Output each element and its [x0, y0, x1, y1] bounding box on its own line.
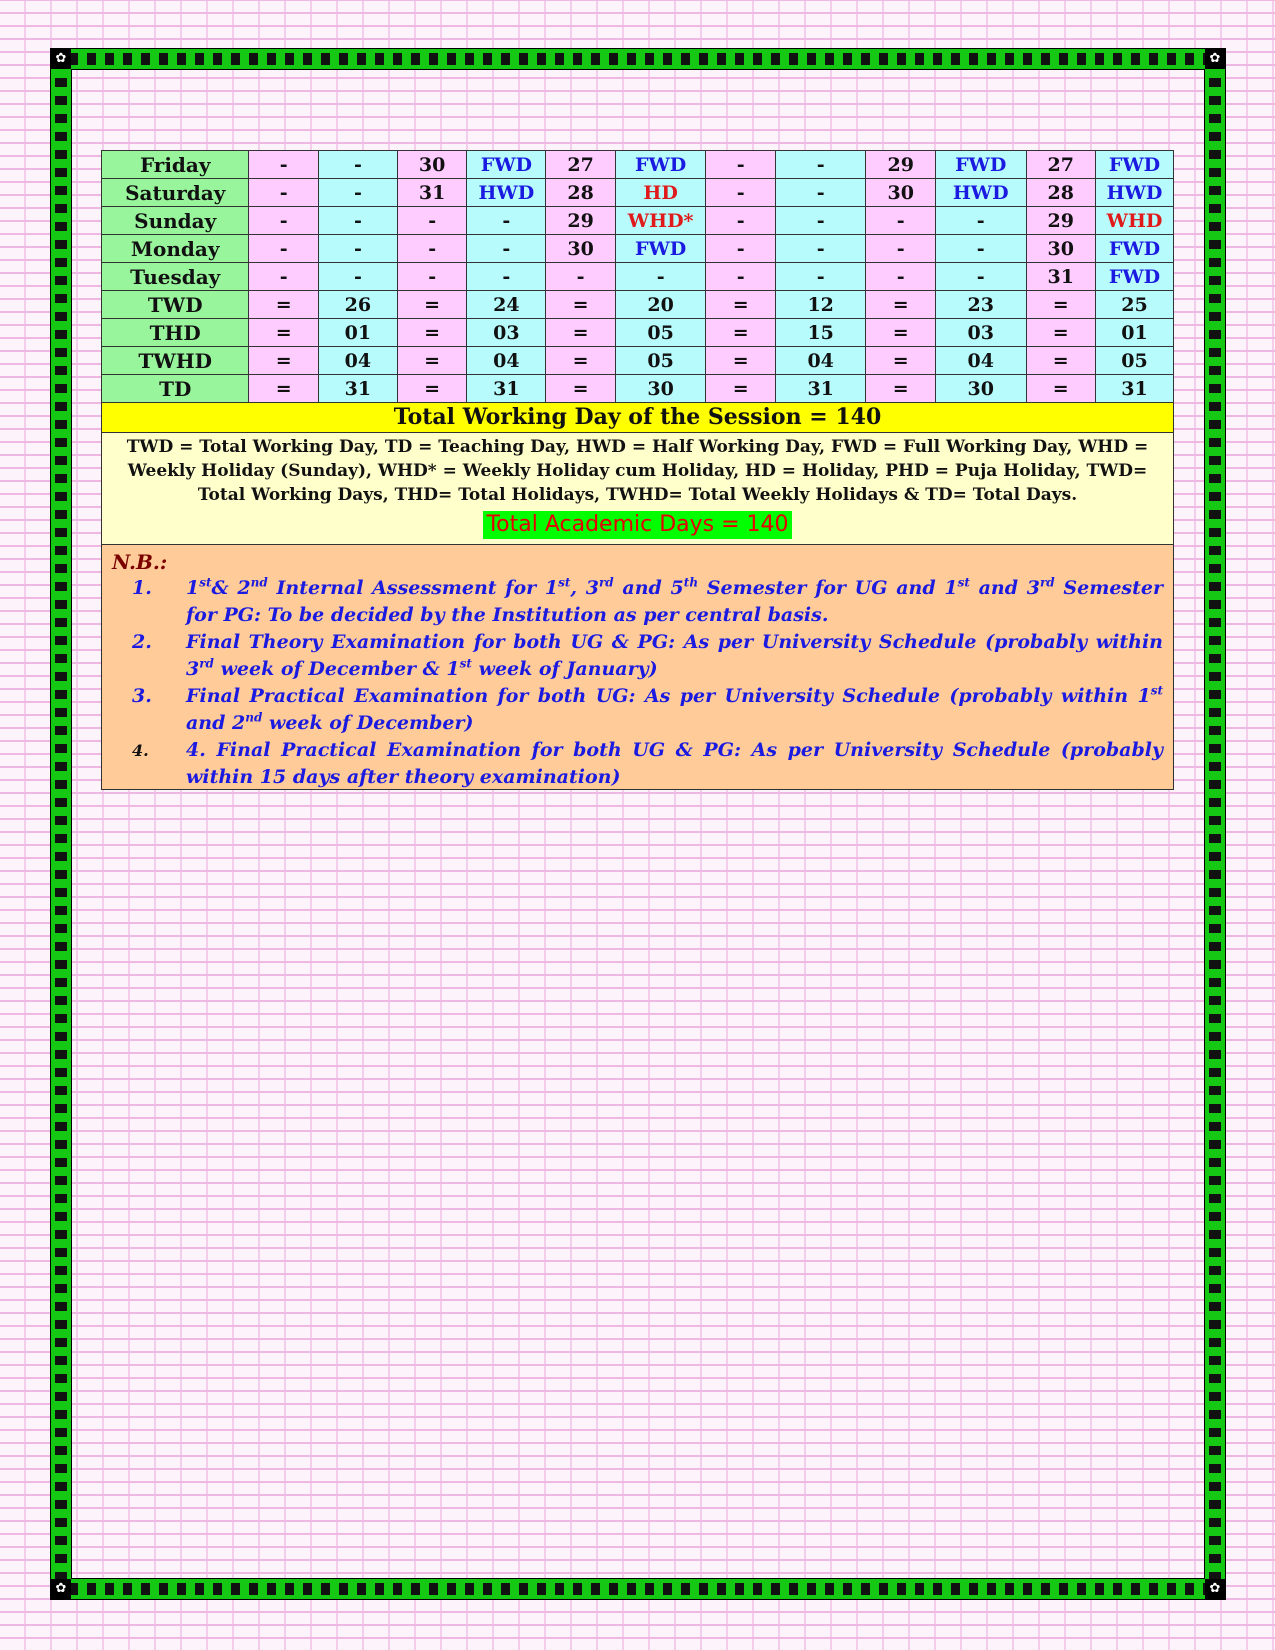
row-label: Saturday: [102, 179, 249, 207]
list-item: [112, 575, 1163, 629]
table-row: [102, 319, 1174, 347]
row-label: Tuesday: [102, 263, 249, 291]
table-cell: -: [706, 263, 776, 291]
list-item: [112, 683, 1163, 737]
list-item-text: 1st& 2nd Internal Assessment for 1st, 3rd and 5th Semester for UG and 1st and 3rd Semester for PG: To be decided by the Institution as per central basis.: [186, 575, 1163, 626]
table-cell: =: [397, 291, 467, 319]
table-row: [102, 263, 1174, 291]
table-cell: =: [249, 319, 319, 347]
table-cell: 05: [615, 347, 706, 375]
table-cell: -: [467, 235, 546, 263]
table-cell: -: [775, 263, 866, 291]
table-cell: 04: [935, 347, 1026, 375]
table-row: [102, 347, 1174, 375]
table-row: [102, 179, 1174, 207]
table-cell: -: [615, 263, 706, 291]
row-label: Friday: [102, 151, 249, 179]
table-cell: 31: [397, 179, 467, 207]
table-cell: =: [1026, 319, 1096, 347]
table-cell: 26: [318, 291, 397, 319]
table-cell: 30: [935, 375, 1026, 403]
table-cell: 31: [467, 375, 546, 403]
table-cell: -: [397, 207, 467, 235]
table-cell: 27: [546, 151, 616, 179]
border-left: [51, 49, 71, 1599]
table-cell: 29: [1026, 207, 1096, 235]
table-cell: -: [467, 207, 546, 235]
table-cell: =: [397, 375, 467, 403]
table-cell: FWD: [1096, 235, 1174, 263]
table-cell: =: [866, 319, 936, 347]
list-item-text: Final Theory Examination for both UG & PG: As per University Schedule (probably within 3rd week of December & 1st week of January): [186, 631, 1163, 680]
table-cell: 04: [467, 347, 546, 375]
table-cell: WHD: [1096, 207, 1174, 235]
total-working-days: Total Working Day of the Session = 140: [101, 403, 1174, 433]
table-row: [102, 291, 1174, 319]
table-cell: 04: [318, 347, 397, 375]
table-cell: =: [249, 347, 319, 375]
table-cell: 03: [935, 319, 1026, 347]
table-cell: 05: [1096, 347, 1174, 375]
legend-box: [101, 433, 1174, 545]
table-cell: HWD: [467, 179, 546, 207]
table-cell: 24: [467, 291, 546, 319]
row-label: TWD: [102, 291, 249, 319]
table-cell: =: [397, 347, 467, 375]
table-cell: 20: [615, 291, 706, 319]
table-cell: =: [397, 319, 467, 347]
table-cell: 01: [318, 319, 397, 347]
table-cell: -: [706, 179, 776, 207]
table-cell: 03: [467, 319, 546, 347]
table-cell: 27: [1026, 151, 1096, 179]
table-cell: -: [546, 263, 616, 291]
table-cell: =: [546, 319, 616, 347]
table-cell: -: [935, 207, 1026, 235]
row-label: TWHD: [102, 347, 249, 375]
list-item-text: Final Practical Examination for both UG: As per University Schedule (probably within 1st and 2nd week of December): [186, 683, 1163, 734]
table-cell: -: [935, 263, 1026, 291]
table-cell: 15: [775, 319, 866, 347]
table-row: [102, 207, 1174, 235]
table-cell: 31: [1026, 263, 1096, 291]
table-cell: 12: [775, 291, 866, 319]
table-cell: 30: [615, 375, 706, 403]
table-cell: -: [866, 207, 936, 235]
clover-icon: ✿: [1205, 1579, 1225, 1599]
table-cell: 25: [1096, 291, 1174, 319]
table-cell: =: [706, 347, 776, 375]
table-cell: =: [249, 375, 319, 403]
notes-list: [112, 575, 1163, 791]
table-cell: 23: [935, 291, 1026, 319]
table-cell: -: [775, 151, 866, 179]
table-row: [102, 151, 1174, 179]
table-cell: =: [546, 347, 616, 375]
table-row: [102, 375, 1174, 403]
table-cell: 30: [1026, 235, 1096, 263]
row-label: TD: [102, 375, 249, 403]
table-cell: -: [318, 151, 397, 179]
table-cell: 01: [1096, 319, 1174, 347]
notes-title: N.B.:: [112, 550, 168, 574]
table-cell: -: [249, 207, 319, 235]
total-academic-days: Total Academic Days = 140: [483, 511, 791, 539]
table-cell: =: [546, 291, 616, 319]
row-label: THD: [102, 319, 249, 347]
table-cell: -: [775, 207, 866, 235]
table-cell: HWD: [935, 179, 1026, 207]
table-cell: FWD: [615, 151, 706, 179]
table-cell: HD: [615, 179, 706, 207]
table-cell: 29: [546, 207, 616, 235]
calendar-content: [101, 150, 1174, 790]
border-right: [1205, 49, 1225, 1599]
list-item-number: 2.: [132, 631, 152, 653]
table-cell: -: [866, 235, 936, 263]
table-cell: 30: [397, 151, 467, 179]
table-cell: -: [775, 179, 866, 207]
table-cell: =: [866, 291, 936, 319]
table-cell: =: [546, 375, 616, 403]
table-cell: -: [318, 207, 397, 235]
table-cell: 29: [866, 151, 936, 179]
clover-icon: ✿: [51, 49, 71, 69]
table-cell: -: [318, 263, 397, 291]
list-item: [112, 629, 1163, 683]
clover-icon: ✿: [1205, 49, 1225, 69]
table-cell: -: [706, 235, 776, 263]
table-cell: -: [935, 235, 1026, 263]
table-cell: 28: [1026, 179, 1096, 207]
notes-box: [101, 545, 1174, 790]
table-cell: -: [249, 263, 319, 291]
table-cell: 30: [546, 235, 616, 263]
table-cell: -: [318, 179, 397, 207]
table-cell: 05: [615, 319, 706, 347]
table-cell: -: [397, 235, 467, 263]
table-cell: 04: [775, 347, 866, 375]
table-cell: FWD: [615, 235, 706, 263]
legend-text: TWD = Total Working Day, TD = Teaching Day, HWD = Half Working Day, FWD = Full Working Day, WHD = Weekly Holiday (Sunday), WHD* = Weekly Holiday cum Holiday, HD = Holiday, PHD = Puja Holiday, TWD= Total Working Days, THD= Total Holidays, TWHD= Total Weekly Holidays & TD= Total Days.: [126, 437, 1149, 505]
table-cell: WHD*: [615, 207, 706, 235]
border-bottom: [51, 1579, 1225, 1599]
list-item-number: 3.: [132, 685, 152, 707]
table-row: [102, 235, 1174, 263]
row-label: Monday: [102, 235, 249, 263]
table-cell: -: [467, 263, 546, 291]
list-item-text: 4. Final Practical Examination for both UG & PG: As per University Schedule (probably within 15 days after theory examination): [186, 739, 1163, 788]
table-cell: -: [249, 151, 319, 179]
table-cell: =: [706, 291, 776, 319]
table-cell: -: [318, 235, 397, 263]
table-cell: 28: [546, 179, 616, 207]
table-cell: -: [866, 263, 936, 291]
border-top: [51, 49, 1225, 69]
row-label: Sunday: [102, 207, 249, 235]
table-cell: HWD: [1096, 179, 1174, 207]
table-cell: -: [775, 235, 866, 263]
table-cell: FWD: [1096, 151, 1174, 179]
table-cell: =: [1026, 375, 1096, 403]
table-cell: -: [706, 207, 776, 235]
table-cell: =: [866, 375, 936, 403]
list-item: [112, 737, 1163, 791]
calendar-table: [101, 150, 1174, 403]
table-cell: FWD: [467, 151, 546, 179]
table-cell: 31: [318, 375, 397, 403]
table-cell: 31: [1096, 375, 1174, 403]
table-cell: =: [1026, 291, 1096, 319]
table-cell: -: [249, 235, 319, 263]
table-cell: FWD: [1096, 263, 1174, 291]
table-cell: 30: [866, 179, 936, 207]
table-cell: =: [1026, 347, 1096, 375]
table-cell: FWD: [935, 151, 1026, 179]
clover-icon: ✿: [51, 1579, 71, 1599]
list-item-number: 1.: [132, 577, 152, 599]
table-cell: =: [706, 319, 776, 347]
table-cell: =: [706, 375, 776, 403]
table-cell: =: [866, 347, 936, 375]
table-cell: 31: [775, 375, 866, 403]
table-cell: -: [249, 179, 319, 207]
list-item-number: 4.: [132, 741, 149, 760]
table-cell: -: [706, 151, 776, 179]
table-cell: =: [249, 291, 319, 319]
table-cell: -: [397, 263, 467, 291]
